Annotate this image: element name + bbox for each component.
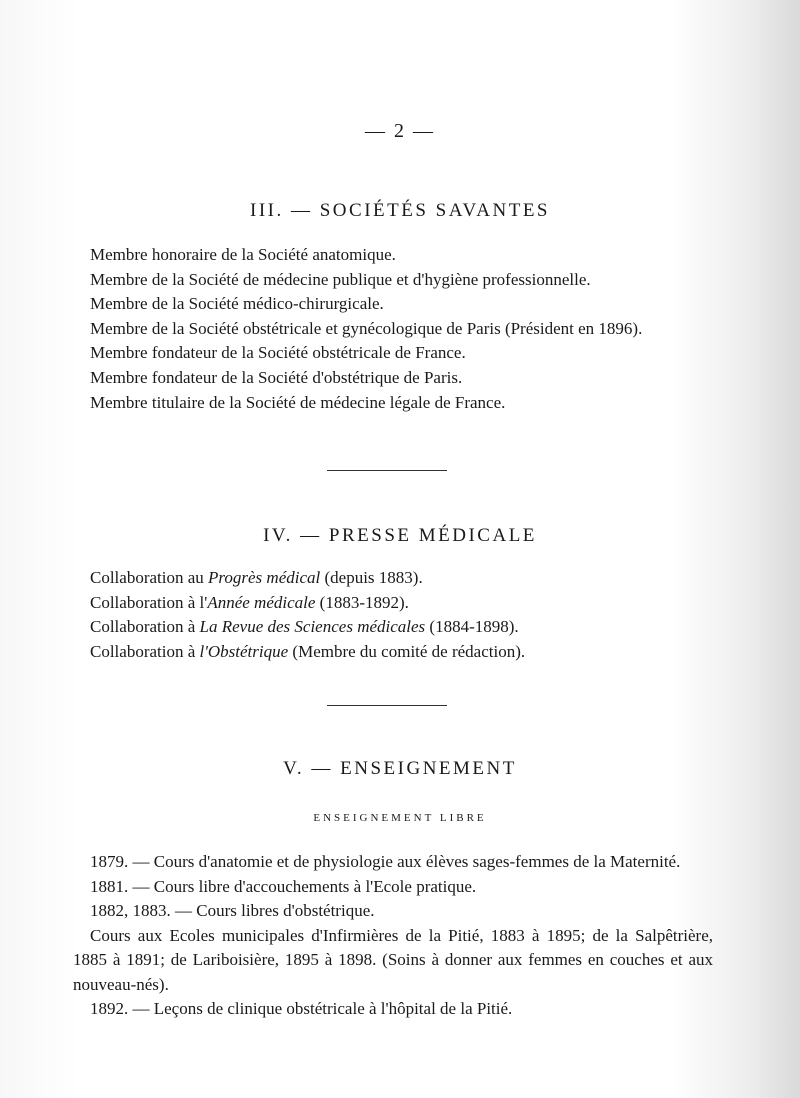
societes-line: Membre titulaire de la Société de médecine légale de France. [90,392,506,412]
enseignement-list [73,850,713,1022]
presse-list [73,566,713,664]
journal-title: Année médicale [207,592,316,612]
journal-title: l'Obstétrique [199,641,289,661]
societes-line: Membre de la Société de médecine publique et d'hygiène professionnelle. [90,269,591,289]
section-divider [327,470,447,471]
societes-line: Membre fondateur de la Société d'obstétrique de Paris. [90,367,463,387]
section-title-enseignement: V. — ENSEIGNEMENT [283,758,517,779]
societes-line: Membre fondateur de la Société obstétricale de France. [90,343,466,363]
enseignement-line: Cours aux Ecoles municipales d'Infirmières de la Pitié, 1883 à 1895; de la Salpêtrière, 1885 à 1891; de Lariboisière, 1895 à 1898. (Soins à donner aux femmes en couches et aux nouveau-nés). [73,925,713,994]
societes-list [73,243,713,415]
societes-line: Membre de la Société obstétricale et gynécologique de Paris (Président en 1896). [90,318,643,338]
page-number: — 2 — [365,120,435,142]
enseignement-line: 1881. — Cours libre d'accouchements à l'Ecole pratique. [90,876,477,896]
presse-line: Collaboration à l'Obstétrique (Membre du comité de rédaction). [90,641,526,661]
presse-line: Collaboration au Progrès médical (depuis 1883). [90,568,423,587]
enseignement-line: 1892. — Leçons de clinique obstétricale à l'hôpital de la Pitié. [90,999,513,1018]
journal-title: La Revue des Sciences médicales [199,617,426,637]
enseignement-line: 1882, 1883. — Cours libres d'obstétrique. [90,901,375,920]
enseignement-line: 1879. — Cours d'anatomie et de physiologie aux élèves sages-femmes de la Maternité. [90,852,681,871]
societes-line: Membre honoraire de la Société anatomique. [90,245,396,264]
section-title-societes: III. — SOCIÉTÉS SAVANTES [250,200,550,221]
societes-line: Membre de la Société médico-chirurgicale. [90,294,384,314]
presse-line: Collaboration à l'Année médicale (1883-1892). [90,592,409,612]
section-divider [327,705,447,706]
section-subtitle: ENSEIGNEMENT LIBRE [313,812,487,824]
journal-title: Progrès médical [208,568,321,587]
section-title-presse: IV. — PRESSE MÉDICALE [263,525,537,546]
presse-line: Collaboration à La Revue des Sciences médicales (1884-1898). [90,617,519,637]
